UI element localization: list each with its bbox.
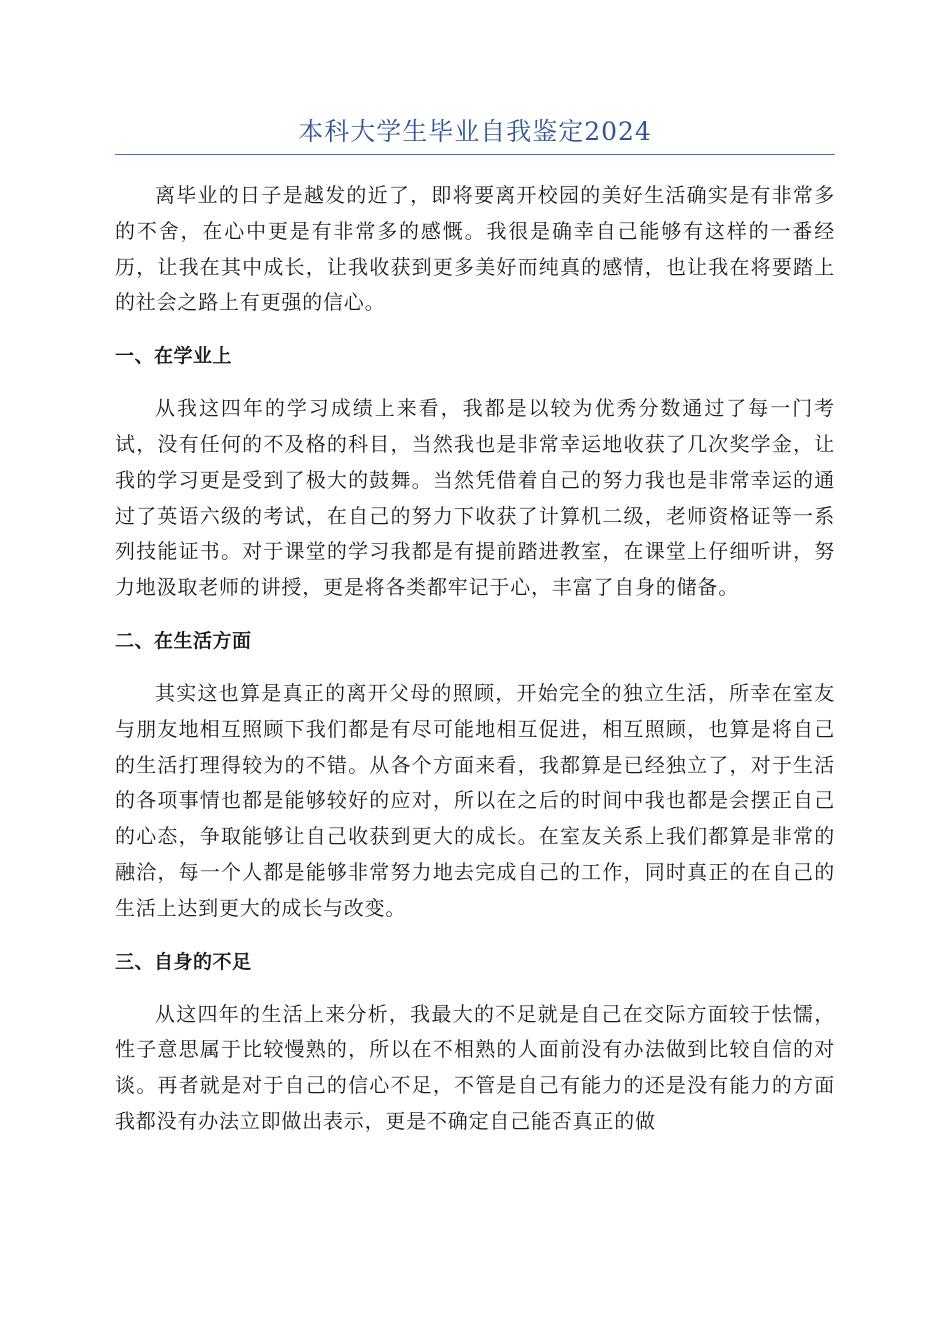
section-heading-shortcomings: 三、自身的不足 [115,950,252,973]
section-heading-life: 二、在生活方面 [115,629,252,652]
intro-paragraph: 离毕业的日子是越发的近了，即将要离开校园的美好生活确实是有非常多的不舍，在心中更是有非常多的感慨。我很是确幸自己能够有这样的一番经历，让我在其中成长，让我收获到更多美好而纯真的感情，也让我在将要踏上的社会之路上有更强的信心。 [115,183,835,315]
section-heading-academics: 一、在学业上 [115,345,233,368]
section-paragraph-academics: 从我这四年的学习成绩上来看，我都是以较为优秀分数通过了每一门考试，没有任何的不及格的科目，当然我也是非常幸运地收获了几次奖学金，让我的学习更是受到了极大的鼓舞。当然凭借着自己的努力我也是非常幸运的通过了英语六级的考试，在自己的努力下收获了计算机二级，老师资格证等一系列技能证书。对于课堂的学习我都是有提前踏进教室，在课堂上仔细听讲，努力地汲取老师的讲授，更是将各类都牢记于心，丰富了自身的储备。 [115,396,835,600]
document-title: 本科大学生毕业自我鉴定2024 [298,117,652,146]
section-paragraph-life: 其实这也算是真正的离开父母的照顾，开始完全的独立生活，所幸在室友与朋友地相互照顾下我们都是有尽可能地相互促进，相互照顾，也算是将自己的生活打理得较为的不错。从各个方面来看，我都算是已经独立了，对于生活的各项事情也都是能够较好的应对，所以在之后的时间中我也都是会摆正自己的心态，争取能够让自己收获到更大的成长。在室友关系上我们都算是非常的融洽，每一个人都是能够非常努力地去完成自己的工作，同时真正的在自己的生活上达到更大的成长与改变。 [115,680,835,920]
section-paragraph-shortcomings: 从这四年的生活上来分析，我最大的不足就是自己在交际方面较于怯懦，性子意思属于比较慢熟的，所以在不相熟的人面前没有办法做到比较自信的对谈。再者就是对于自己的信心不足，不管是自己有能力的还是没有能力的方面我都没有办法立即做出表示，更是不确定自己能否真正的做 [115,1001,835,1133]
document-body [115,178,835,1140]
title-underline [115,154,835,155]
